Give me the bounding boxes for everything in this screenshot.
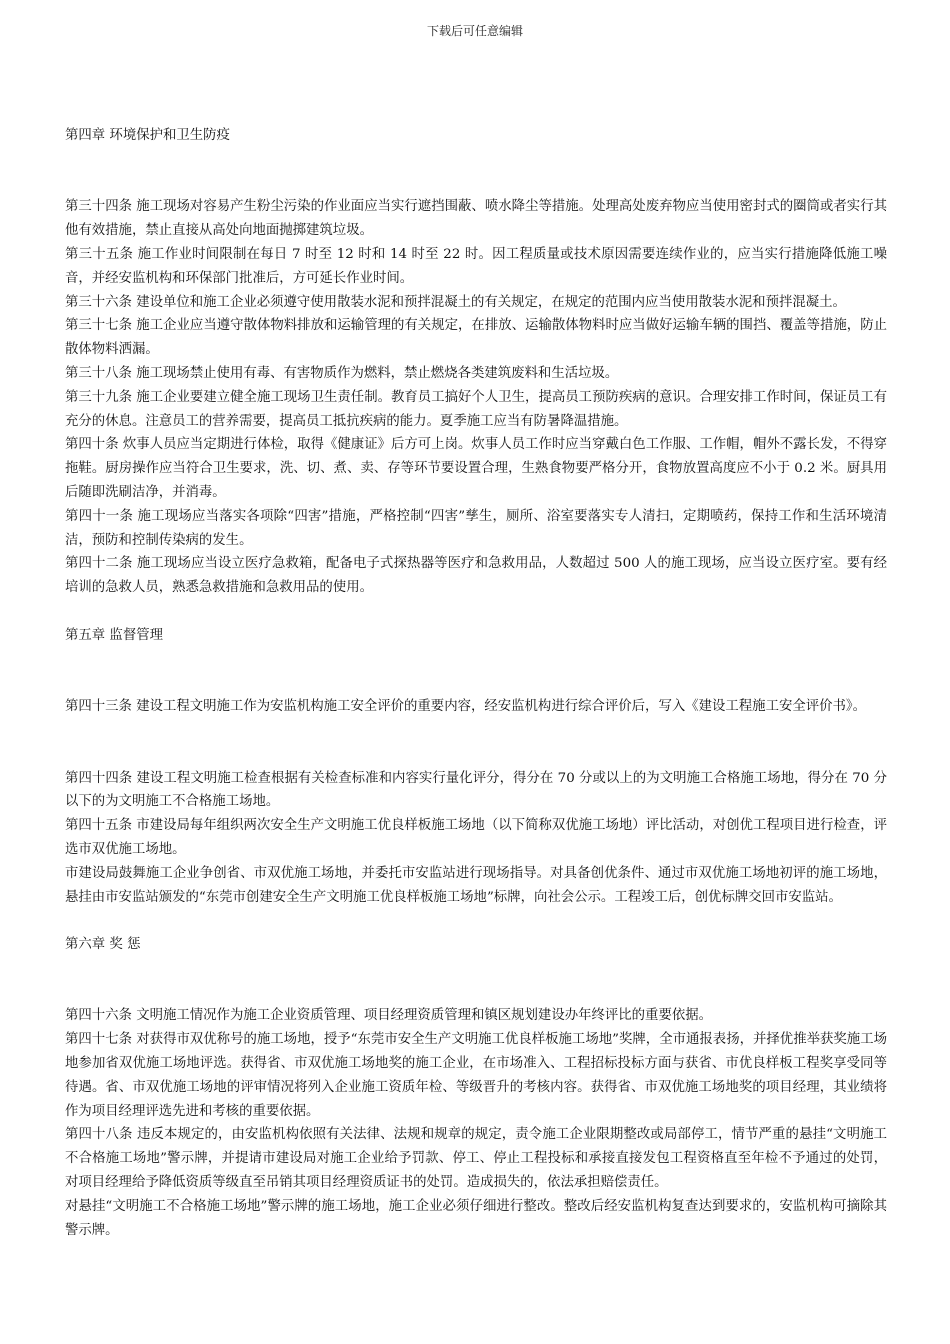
article-46: 第四十六条 文明施工情况作为施工企业资质管理、项目经理资质管理和镇区规划建设办年终评比的重要依据。 — [65, 1008, 713, 1024]
article-48-continued: 对悬挂“文明施工不合格施工场地”警示牌的施工场地，施工企业必须仔细进行整改。整改后经安监机构复查达到要求的，安监机构可摘除其警示牌。 — [65, 1198, 887, 1238]
article-45: 第四十五条 市建设局每年组织两次安全生产文明施工优良样板施工场地（以下简称双优施工场地）评比活动，对创优工程项目进行检查，评选市双优施工场地。 — [65, 818, 887, 857]
article-35: 第三十五条 施工作业时间限制在每日 7 时至 12 时和 14 时至 22 时。因工程质量或技术原因需要连续作业的，应当实行措施降低施工噪音，并经安监机构和环保部门批准后，方可延长作业时间。 — [65, 246, 887, 286]
article-48: 第四十八条 违反本规定的，由安监机构依照有关法律、法规和规章的规定，责令施工企业限期整改或局部停工，情节严重的悬挂“文明施工不合格施工场地”警示牌，并提请市建设局对施工企业给予罚款、停工、停止工程投标和承接直接发包工程资格直至年检不予通过的处罚，对项目经理给予降低资质等级直至吊销其项目经理资质证书的处罚。造成损失的，依法承担赔偿责任。 — [65, 1127, 887, 1191]
blank-line — [65, 648, 887, 672]
blank-line — [65, 743, 887, 767]
article-36: 第三十六条 建设单位和施工企业必须遵守使用散装水泥和预拌混凝土的有关规定，在规定的范围内应当使用散装水泥和预拌混凝土。 — [65, 294, 846, 310]
chapter-title-6: 第六章 奖 惩 — [65, 937, 141, 953]
blank-line — [65, 957, 887, 981]
document-body — [65, 124, 887, 1242]
article-42: 第四十二条 施工现场应当设立医疗急救箱，配备电子式探热器等医疗和急救用品，人数超过 500 人的施工现场，应当设立医疗室。要有经培训的急救人员，熟悉急救措施和急救用品的使用。 — [65, 556, 887, 596]
blank-line — [65, 172, 887, 196]
article-41: 第四十一条 施工现场应当落实各项除“四害”措施，严格控制“四害”孳生，厕所、浴室要落实专人清扫，定期喷药，保持工作和生活环境清洁，预防和控制传染病的发生。 — [65, 508, 887, 548]
article-44: 第四十四条 建设工程文明施工检查根据有关检查标准和内容实行量化评分，得分在 70 分或以上的为文明施工合格施工场地，得分在 70 分以下的为文明施工不合格施工场地。 — [65, 770, 887, 810]
page-header: 下载后可任意编辑 — [426, 24, 523, 38]
blank-line — [65, 600, 887, 624]
article-40: 第四十条 炊事人员应当定期进行体检，取得《健康证》后方可上岗。炊事人员工作时应当穿戴白色工作服、工作帽，帽外不露长发，不得穿拖鞋。厨房操作应当符合卫生要求，洗、切、煮、卖、存等环节要设置合理，生熟食物要严格分开，食物放置高度应不小于 0.2 米。厨具用后随即洗刷洁净，并消毒。 — [65, 437, 887, 500]
chapter-title-4: 第四章 环境保护和卫生防疫 — [65, 128, 230, 143]
article-37: 第三十七条 施工企业应当遵守散体物料排放和运输管理的有关规定，在排放、运输散体物料时应当做好运输车辆的围挡、覆盖等措施，防止散体物料洒漏。 — [65, 318, 887, 358]
article-34: 第三十四条 施工现场对容易产生粉尘污染的作业面应当实行遮挡围蔽、喷水降尘等措施。处理高处废弃物应当使用密封式的圈筒或者实行其他有效措施，禁止直接从高处向地面抛掷建筑垃圾。 — [65, 199, 887, 239]
article-45-continued: 市建设局鼓舞施工企业争创省、市双优施工场地，并委托市安监站进行现场指导。对具备创优条件、通过市双优施工场地初评的施工场地，悬挂由市安监站颁发的“东莞市创建安全生产文明施工优良样板施工场地”标牌，向社会公示。工程竣工后，创优标牌交回市安监站。 — [65, 865, 887, 905]
blank-line — [65, 909, 887, 933]
article-38: 第三十八条 施工现场禁止使用有毒、有害物质作为燃料，禁止燃烧各类建筑废料和生活垃圾。 — [65, 365, 619, 381]
blank-line — [65, 148, 887, 172]
blank-line — [65, 671, 887, 695]
article-39: 第三十九条 施工企业要建立健全施工现场卫生责任制。教育员工搞好个人卫生，提高员工预防疾病的意识。合理安排工作时间，保证员工有充分的休息。注意员工的营养需要，提高员工抵抗疾病的能力。夏季施工应当有防暑降温措施。 — [65, 389, 887, 429]
chapter-title-5: 第五章 监督管理 — [65, 627, 163, 643]
blank-line — [65, 719, 887, 743]
article-43: 第四十三条 建设工程文明施工作为安监机构施工安全评价的重要内容，经安监机构进行综合评价后，写入《建设工程施工安全评价书》。 — [65, 699, 866, 715]
blank-line — [65, 981, 887, 1005]
article-47: 第四十七条 对获得市双优称号的施工场地，授予“东莞市安全生产文明施工优良样板施工场地”奖牌，全市通报表扬，并择优推举获奖施工场地参加省双优施工场地评选。获得省、市双优施工场地奖的施工企业，在市场准入、工程招标投标方面与获省、市优良样板工程奖享受同等待遇。省、市双优施工场地的评审情况将列入企业施工资质年检、等级晋升的考核内容。获得省、市双优施工场地奖的项目经理，其业绩将作为项目经理评选先进和考核的重要依据。 — [65, 1032, 887, 1119]
